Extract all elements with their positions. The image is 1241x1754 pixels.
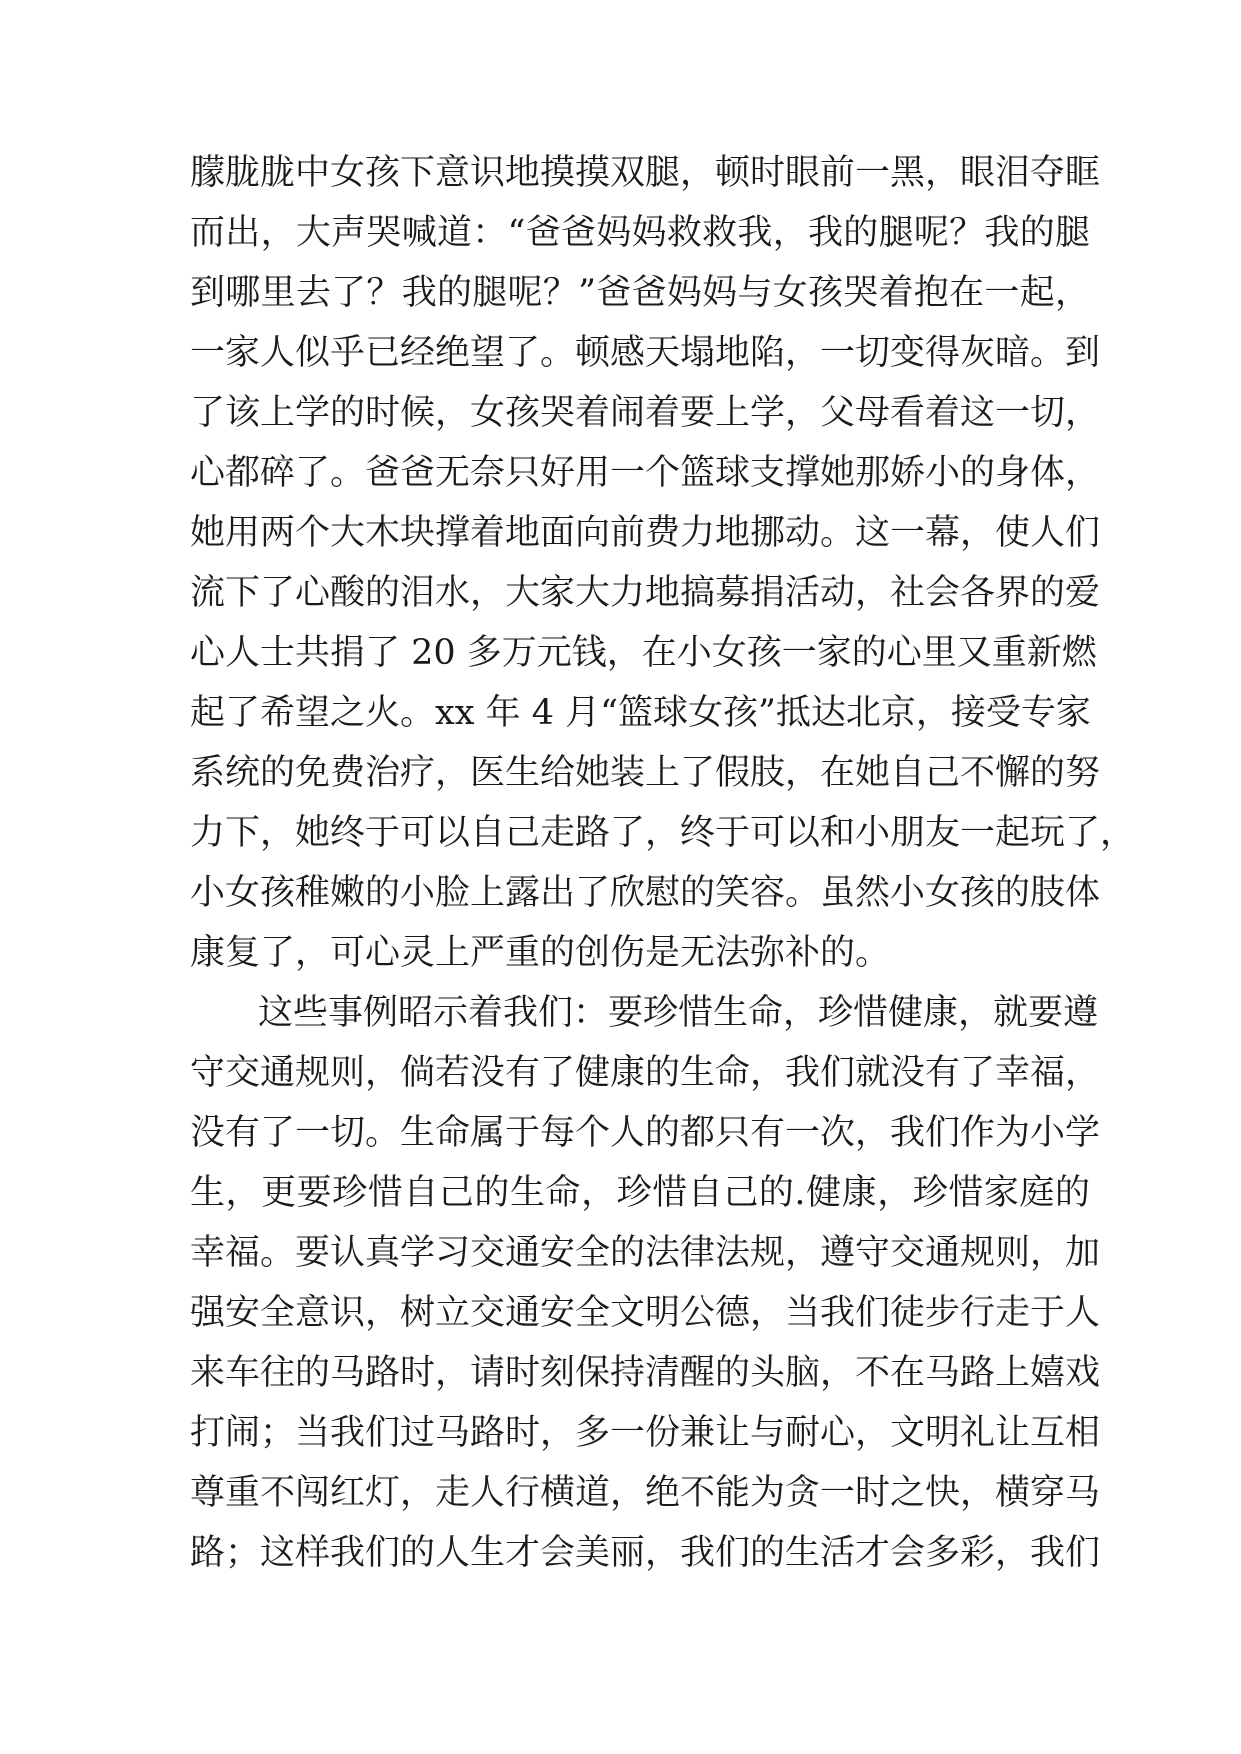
text-line: 心都碎了。爸爸无奈只好用一个篮球支撑她那娇小的身体， [190, 453, 1101, 493]
text-line: 而出，大声哭喊道：“爸爸妈妈救救我，我的腿呢？我的腿 [190, 213, 1090, 253]
text-line: 起了希望之火。xx 年 4 月“篮球女孩”抵达北京，接受专家 [190, 693, 1091, 733]
text-line: 了该上学的时候，女孩哭着闹着要上学，父母看着这一切， [190, 393, 1101, 433]
text-line: 她用两个大木块撑着地面向前费力地挪动。这一幕，使人们 [190, 513, 1101, 553]
text-line: 流下了心酸的泪水，大家大力地搞募捐活动，社会各界的爱 [190, 573, 1101, 613]
text-line: 小女孩稚嫩的小脸上露出了欣慰的笑容。虽然小女孩的肢体 [190, 873, 1101, 913]
text-line: 系统的免费治疗，医生给她装上了假肢，在她自己不懈的努 [190, 753, 1101, 793]
text-line: 幸福。要认真学习交通安全的法律法规，遵守交通规则，加 [190, 1233, 1101, 1273]
text-line: 心人士共捐了 20 多万元钱，在小女孩一家的心里又重新燃 [190, 633, 1097, 673]
text-line: 力下，她终于可以自己走路了，终于可以和小朋友一起玩了， [190, 813, 1136, 853]
text-line: 强安全意识，树立交通安全文明公德，当我们徒步行走于人 [190, 1293, 1101, 1333]
text-line: 打闹；当我们过马路时，多一份兼让与耐心，文明礼让互相 [190, 1413, 1101, 1453]
text-line: 康复了，可心灵上严重的创伤是无法弥补的。 [190, 933, 891, 973]
text-line: 朦胧胧中女孩下意识地摸摸双腿，顿时眼前一黑，眼泪夺眶 [190, 153, 1101, 193]
text-line: 守交通规则，倘若没有了健康的生命，我们就没有了幸福， [190, 1053, 1101, 1093]
text-line: 到哪里去了？我的腿呢？”爸爸妈妈与女孩哭着抱在一起， [190, 273, 1090, 313]
text-line: 一家人似乎已经绝望了。顿感天塌地陷，一切变得灰暗。到 [190, 333, 1101, 373]
paragraph-start-line: 这些事例昭示着我们：要珍惜生命，珍惜健康，就要遵 [258, 993, 1099, 1033]
text-line: 来车往的马路时，请时刻保持清醒的头脑，不在马路上嬉戏 [190, 1353, 1101, 1393]
text-line: 路；这样我们的人生才会美丽，我们的生活才会多彩，我们 [190, 1533, 1101, 1573]
text-line: 没有了一切。生命属于每个人的都只有一次，我们作为小学 [190, 1113, 1101, 1153]
text-line: 尊重不闯红灯，走人行横道，绝不能为贪一时之快，横穿马 [190, 1473, 1101, 1513]
text-line: 生，更要珍惜自己的生命，珍惜自己的.健康，珍惜家庭的 [190, 1173, 1090, 1213]
